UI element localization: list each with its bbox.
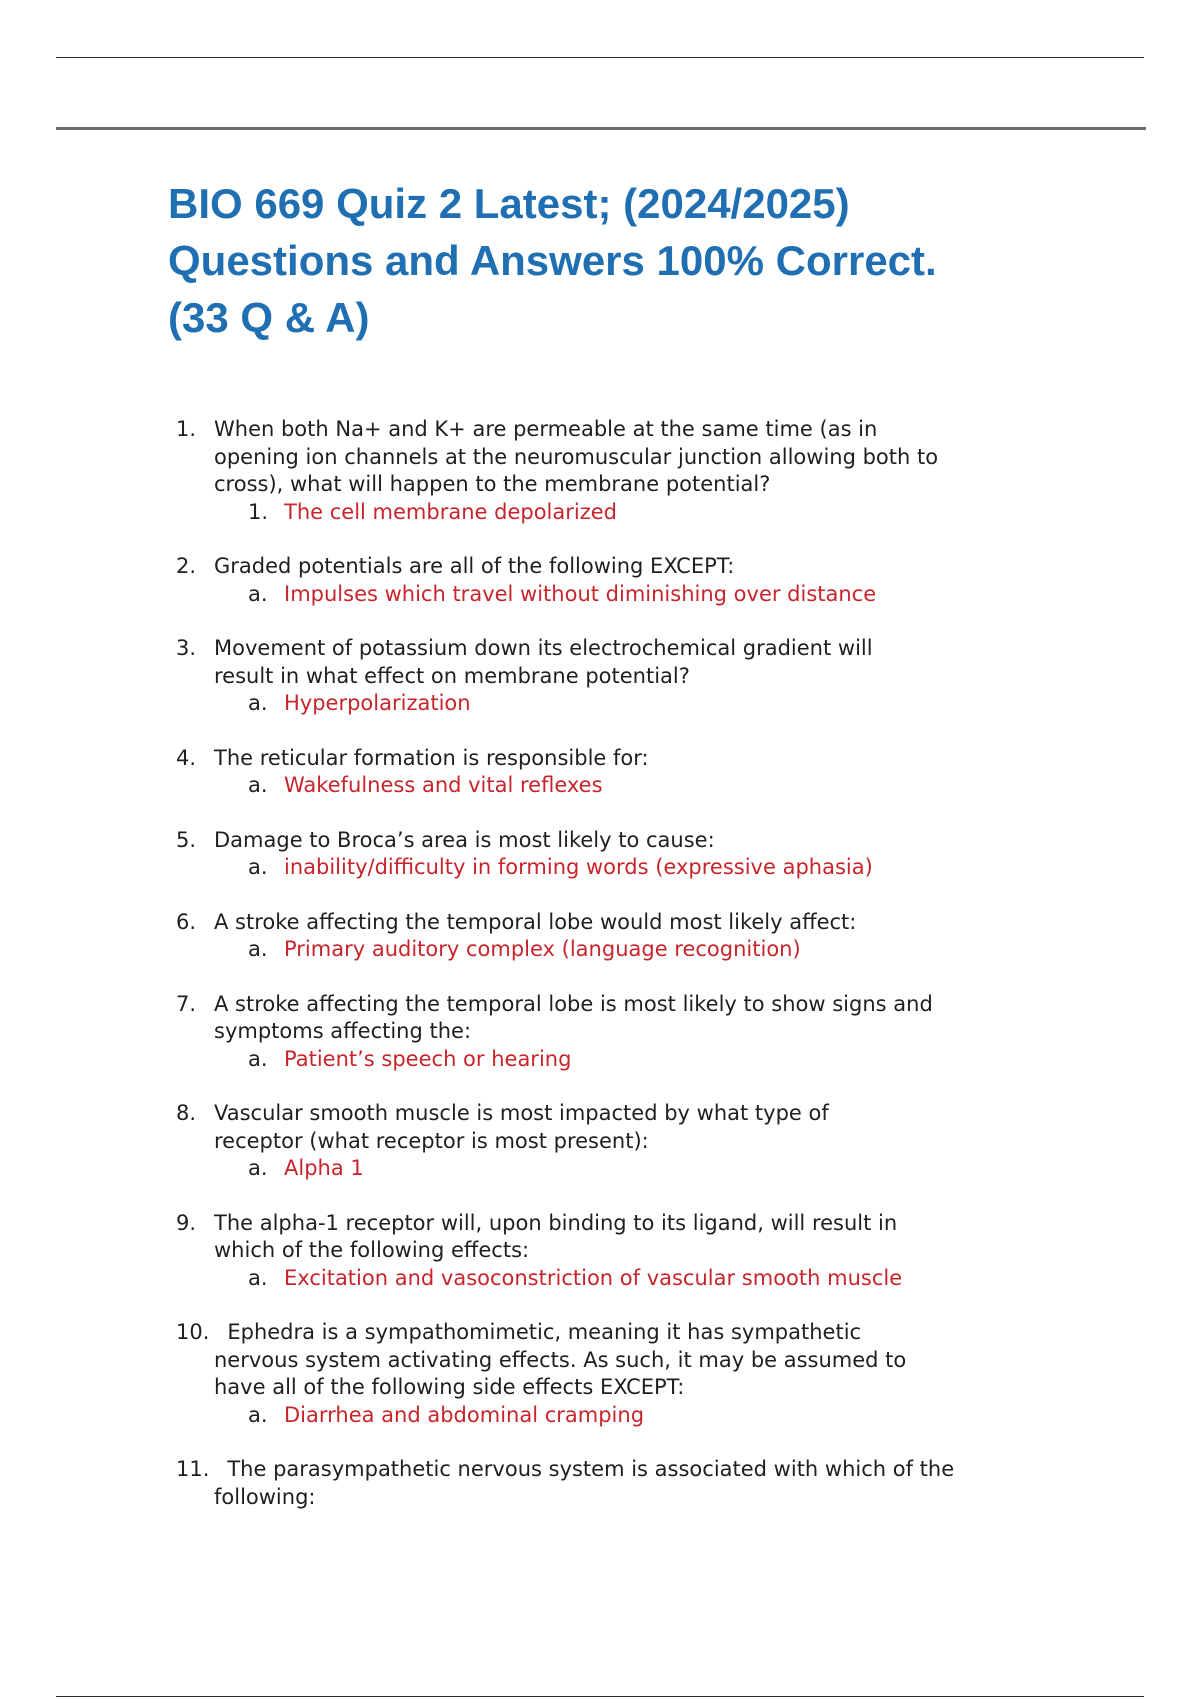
question-item-10 [176, 1319, 1076, 1429]
answer-marker: a. [248, 1046, 268, 1071]
question-line: result in what effect on membrane potential? [214, 663, 690, 688]
title-line-2: Questions and Answers 100% Correct. [168, 237, 937, 284]
header-rule [56, 127, 1146, 130]
question-line: nervous system activating effects. As such, it may be assumed to [214, 1347, 907, 1372]
answer-marker: a. [248, 581, 268, 606]
bottom-rule [56, 1696, 1144, 1697]
title-line-3: (33 Q & A) [168, 294, 370, 341]
answer-row [214, 1155, 1076, 1183]
answer-marker: a. [248, 1402, 268, 1427]
answer-text: The cell membrane depolarized [284, 499, 617, 524]
question-number: 6. [176, 909, 197, 934]
question-line: symptoms affecting the: [214, 1019, 472, 1043]
question-line: opening ion channels at the neuromuscular junction allowing both to [214, 444, 939, 469]
question-line: The reticular formation is responsible for: [214, 745, 649, 770]
answer-marker: 1. [248, 499, 269, 524]
answer-text: Hyperpolarization [284, 691, 471, 715]
question-number: 9. [176, 1210, 197, 1235]
question-item-11 [176, 1456, 1076, 1511]
answer-marker: a. [248, 937, 268, 961]
question-line: The parasympathetic nervous system is associated with which of the [214, 1457, 955, 1481]
answer-row [214, 1046, 1076, 1074]
answer-text: Primary auditory complex (language recognition) [284, 937, 801, 961]
question-number: 5. [176, 827, 197, 852]
answer-marker: a. [248, 691, 268, 715]
question-item-2 [176, 553, 1076, 608]
question-item-8 [176, 1100, 1076, 1183]
question-line: Graded potentials are all of the following EXCEPT: [214, 554, 735, 578]
question-line: have all of the following side effects EXCEPT: [214, 1375, 685, 1399]
question-line: receptor (what receptor is most present): [214, 1128, 649, 1153]
question-item-1 [176, 416, 1076, 526]
question-line: Vascular smooth muscle is most impacted by what type of [214, 1101, 829, 1125]
answer-row [214, 581, 1076, 609]
question-number: 3. [176, 636, 197, 660]
answer-text: Impulses which travel without diminishing over distance [284, 581, 877, 606]
question-line: When both Na+ and K+ are permeable at the same time (as in [214, 417, 878, 441]
question-number: 4. [176, 745, 197, 770]
question-line: A stroke affecting the temporal lobe would most likely affect: [214, 909, 857, 934]
question-list [176, 416, 1076, 1538]
answer-text: Excitation and vasoconstriction of vascular smooth muscle [284, 1265, 903, 1290]
question-line: which of the following effects: [214, 1238, 530, 1262]
question-line: The alpha-1 receptor will, upon binding to its ligand, will result in [214, 1210, 898, 1235]
question-number: 7. [176, 991, 197, 1016]
answer-row [214, 1265, 1076, 1293]
answer-row [214, 1402, 1076, 1430]
question-number: 1. [176, 417, 197, 441]
question-item-6 [176, 909, 1076, 964]
answer-text: Patient’s speech or hearing [284, 1046, 572, 1071]
question-number: 10. [176, 1320, 210, 1344]
answer-marker: a. [248, 855, 268, 879]
answer-text: Wakefulness and vital reflexes [284, 773, 603, 797]
question-line: Ephedra is a sympathomimetic, meaning it has sympathetic [214, 1320, 862, 1344]
question-number: 2. [176, 554, 197, 578]
answer-row [214, 772, 1076, 800]
answer-text: inability/difficulty in forming words (expressive aphasia) [284, 855, 873, 879]
answer-text: Diarrhea and abdominal cramping [284, 1402, 645, 1427]
answer-text: Alpha 1 [284, 1156, 364, 1180]
question-line: following: [214, 1484, 316, 1509]
question-line: Damage to Broca’s area is most likely to cause: [214, 827, 715, 852]
answer-marker: a. [248, 1156, 268, 1180]
question-item-5 [176, 827, 1076, 882]
title-line-1: BIO 669 Quiz 2 Latest; (2024/2025) [168, 180, 850, 227]
question-line: cross), what will happen to the membrane potential? [214, 472, 771, 496]
answer-row [214, 499, 1076, 527]
answer-row [214, 936, 1076, 964]
answer-marker: a. [248, 1265, 268, 1290]
question-item-3 [176, 635, 1076, 718]
question-item-9 [176, 1210, 1076, 1293]
question-number: 8. [176, 1101, 197, 1125]
answer-row [214, 854, 1076, 882]
question-item-4 [176, 745, 1076, 800]
question-line: Movement of potassium down its electrochemical gradient will [214, 636, 873, 660]
question-line: A stroke affecting the temporal lobe is most likely to show signs and [214, 991, 933, 1016]
answer-row [214, 690, 1076, 718]
document-title [168, 175, 1088, 346]
question-item-7 [176, 991, 1076, 1074]
question-number: 11. [176, 1457, 210, 1481]
answer-marker: a. [248, 773, 268, 797]
top-rule [56, 57, 1144, 58]
